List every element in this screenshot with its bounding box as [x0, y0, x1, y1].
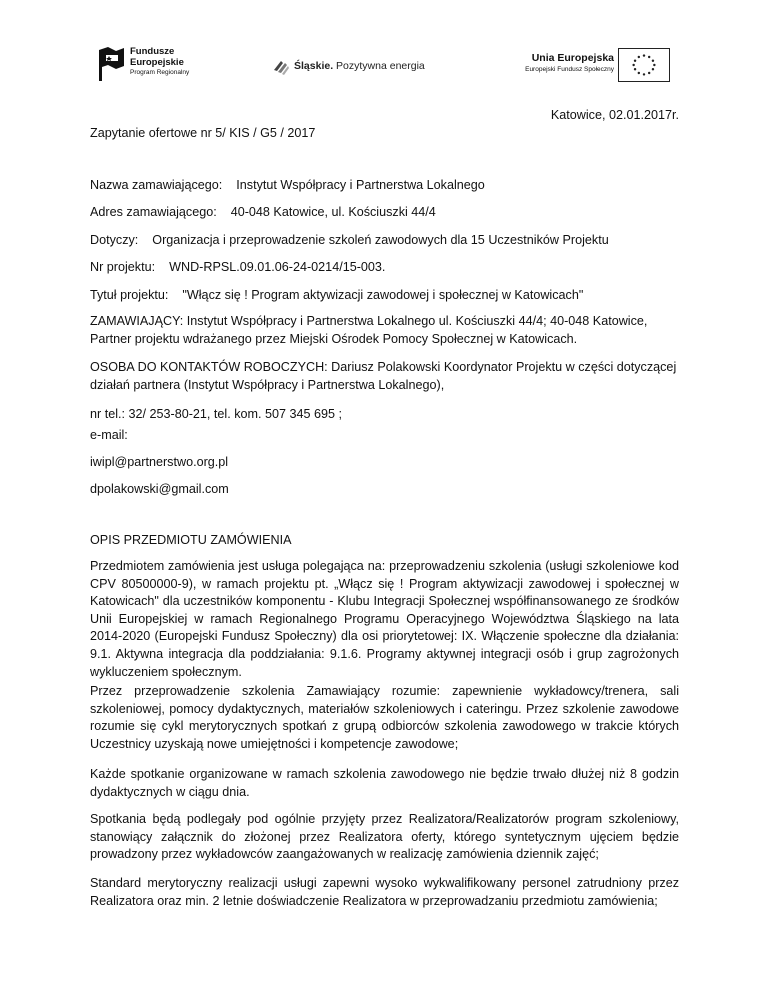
- email-label: e-mail:: [90, 428, 128, 442]
- body-paragraph-3: Każde spotkanie organizowane w ramach szkolenia zawodowego nie będzie trwało dłużej niż 8 godzin dydaktycznych w ciągu dnia.: [90, 767, 679, 799]
- body-paragraph-5: Standard merytoryczny realizacji usługi zapewni wysoko wykwalifikowany personel zatrudniony przez Realizatora oraz min. 2 letnie doświadczenie Realizatora w przeprowadzaniu przedmiotu zamówienia;: [90, 876, 679, 908]
- place-date: Katowice, 02.01.2017r.: [550, 108, 679, 122]
- field-value: WND-RPSL.09.01.06-24-0214/15-003.: [169, 260, 386, 274]
- email-link-1[interactable]: iwipl@partnerstwo.org.pl: [90, 455, 229, 469]
- slaskie-brand: Śląskie.: [294, 60, 334, 72]
- section-heading: OPIS PRZEDMIOTU ZAMÓWIENIA: [90, 533, 292, 547]
- fe-logo-line3: Program Regionalny: [130, 69, 190, 76]
- slaskie-slogan: Pozytywna energia: [336, 60, 425, 72]
- field-project-title: [90, 286, 679, 304]
- ue-logo-text: [525, 52, 614, 74]
- fe-flag-icon: [98, 46, 126, 82]
- body-paragraph-1: Przedmiotem zamówienia jest usługa polegająca na: przeprowadzeniu szkolenia (usługi szkoleniowe kod CPV 80500000-9), w ramach projektu pt. „Włącz się ! Program aktywizacji zawodowej i społecznej w Katowicach" dla uczestników komponentu - Klubu Integracji Społecznej współfinansowanego ze środków Unii Europejskiej w ramach Regionalnego Programu Operacyjnego Województwa Śląskiego na lata 2014-2020 (Europejski Fundusz Społeczny) dla osi priorytetowej: IX. Włączenie społeczne dla działania: 9.1. Aktywna integracja dla poddziałania: 9.1.6. Programy aktywnej integracji osób i grup zagrożonych wykluczeniem społecznym.: [90, 559, 679, 679]
- field-label: Dotyczy:: [90, 233, 139, 247]
- field-value: Organizacja i przeprowadzenie szkoleń zawodowych dla 15 Uczestników Projektu: [152, 233, 609, 247]
- unia-europejska-logo: [510, 48, 670, 84]
- fe-logo-line2: Europejskie: [130, 56, 184, 68]
- inquiry-title: Zapytanie ofertowe nr 5/ KIS / G5 / 2017: [90, 126, 316, 140]
- field-value: "Włącz się ! Program aktywizacji zawodowej i społecznej w Katowicach": [182, 288, 584, 302]
- fe-logo-text: [130, 47, 189, 79]
- field-label: Adres zamawiającego:: [90, 205, 217, 219]
- field-ordering-party-name: [90, 176, 679, 194]
- ordering-party-paragraph: ZAMAWIAJĄCY: Instytut Współpracy i Partnerstwa Lokalnego ul. Kościuszki 44/4; 40-048 Katowice, Partner projektu wdrażanego przez Miejski Ośrodek Pomocy Społecznej w Katowicach.: [90, 314, 648, 346]
- eu-flag-icon: [618, 48, 670, 82]
- email-link-2[interactable]: dpolakowski@gmail.com: [90, 482, 229, 496]
- body-paragraph-4: Spotkania będą podlegały pod ogólnie przyjęty przez Realizatora/Realizatorów program szkoleniowy, stanowiący załącznik do złożonej przez Realizatora oferty, którego syntetycznym ujęciem będzie prowadzony przez wykładowców zaangażowanych w realizację zamówienia dziennik zajęć;: [90, 812, 679, 862]
- contact-phone: nr tel.: 32/ 253-80-21, tel. kom. 507 345 695 ;: [90, 407, 343, 421]
- fe-logo-line1: Fundusze: [130, 46, 175, 57]
- field-label: Nr projektu:: [90, 260, 156, 274]
- field-value: 40-048 Katowice, ul. Kościuszki 44/4: [230, 205, 436, 219]
- field-value: Instytut Współpracy i Partnerstwa Lokalnego: [236, 178, 485, 192]
- contact-person-paragraph: OSOBA DO KONTAKTÓW ROBOCZYCH: Dariusz Polakowski Koordynator Projektu w części dotyczącej działań partnera (Instytut Współpracy i Partnerstwa Lokalnego),: [90, 360, 677, 392]
- ue-logo-title: Unia Europejska: [531, 52, 614, 64]
- field-ordering-party-address: [90, 203, 679, 221]
- body-paragraph-2: Przez przeprowadzenie szkolenia Zamawiający rozumie: zapewnienie wykładowcy/trenera, sali szkoleniowej, pomocy dydaktycznych, materiałów szkoleniowych i cateringu. Przez szkolenie zawodowe rozumie się cykl merytorycznych spotkań z grupą odbiorców szkolenia zawodowego w trakcie których Uczestnicy uzyskają nowe umiejętności i kompetencje zawodowe;: [90, 684, 679, 751]
- fundusze-europejskie-logo: [98, 46, 208, 82]
- field-label: Tytuł projektu:: [90, 288, 169, 302]
- field-label: Nazwa zamawiającego:: [90, 178, 223, 192]
- ue-logo-subtitle: Europejski Fundusz Społeczny: [525, 66, 614, 73]
- slaskie-logo-text: [294, 60, 425, 72]
- field-project-number: [90, 258, 679, 276]
- field-concerns: [90, 231, 679, 249]
- slaskie-mark-icon: [272, 58, 290, 76]
